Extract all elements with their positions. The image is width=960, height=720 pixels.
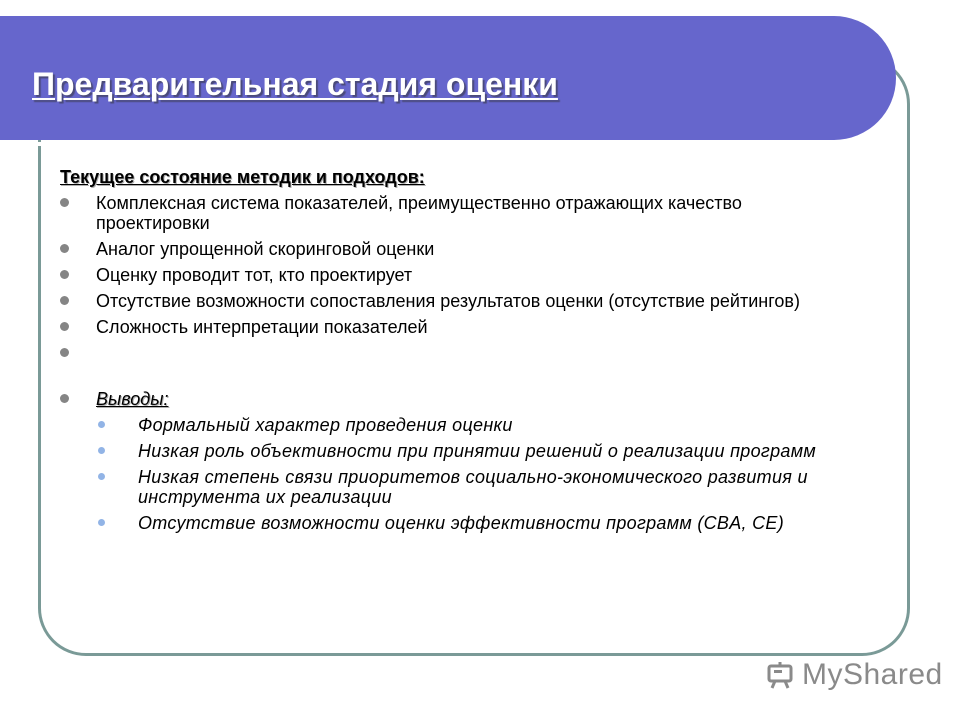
conclusion-item — [102, 441, 860, 461]
conclusions-label: Выводы: — [96, 389, 169, 409]
conclusion-item — [102, 513, 860, 533]
presentation-board-icon — [766, 660, 796, 690]
conclusion-text: Отсутствие возможности оценки эффективности программ (CBA, CE) — [138, 513, 785, 533]
conclusions-list — [138, 415, 860, 533]
bullet-dot-icon — [98, 421, 105, 428]
bullet-dot-icon — [60, 322, 69, 331]
slide-content — [60, 167, 860, 539]
bullet-dot-icon — [98, 473, 105, 480]
list-item-text: Оценку проводит тот, кто проектирует — [96, 265, 413, 285]
conclusion-text: Низкая роль объективности при принятии решений о реализации программ — [138, 441, 816, 461]
list-item — [60, 317, 860, 337]
bullet-dot-icon — [98, 519, 105, 526]
bullet-dot-icon — [60, 198, 69, 207]
bullet-list — [60, 193, 860, 533]
title-divider — [0, 142, 848, 146]
list-item-text: Отсутствие возможности сопоставления результатов оценки (отсутствие рейтингов) — [96, 291, 800, 311]
bullet-dot-icon — [60, 270, 69, 279]
section-heading: Текущее состояние методик и подходов: — [60, 167, 425, 187]
list-item-text: Сложность интерпретации показателей — [96, 317, 428, 337]
bullet-dot-icon — [60, 296, 69, 305]
list-item — [60, 239, 860, 259]
conclusion-text: Низкая степень связи приоритетов социально-экономического развития и инструмента их реализации — [138, 467, 808, 507]
conclusions-item — [60, 389, 860, 533]
bullet-dot-icon — [60, 394, 69, 403]
list-item — [60, 193, 860, 233]
conclusion-text: Формальный характер проведения оценки — [138, 415, 513, 435]
list-item — [60, 265, 860, 285]
watermark[interactable] — [766, 655, 943, 695]
conclusion-item — [102, 467, 860, 507]
list-item-empty — [60, 343, 860, 363]
list-item-text: Аналог упрощенной скоринговой оценки — [96, 239, 435, 259]
watermark-text: MyShared — [802, 658, 943, 691]
list-item — [60, 291, 860, 311]
bullet-dot-icon — [60, 244, 69, 253]
title-bar — [0, 16, 896, 140]
list-item-text: Комплексная система показателей, преимущественно отражающих качество проектировки — [96, 193, 742, 233]
bullet-dot-icon — [60, 348, 69, 357]
bullet-dot-icon — [98, 447, 105, 454]
slide-title: Предварительная стадия оценки — [32, 66, 558, 102]
conclusion-item — [102, 415, 860, 435]
